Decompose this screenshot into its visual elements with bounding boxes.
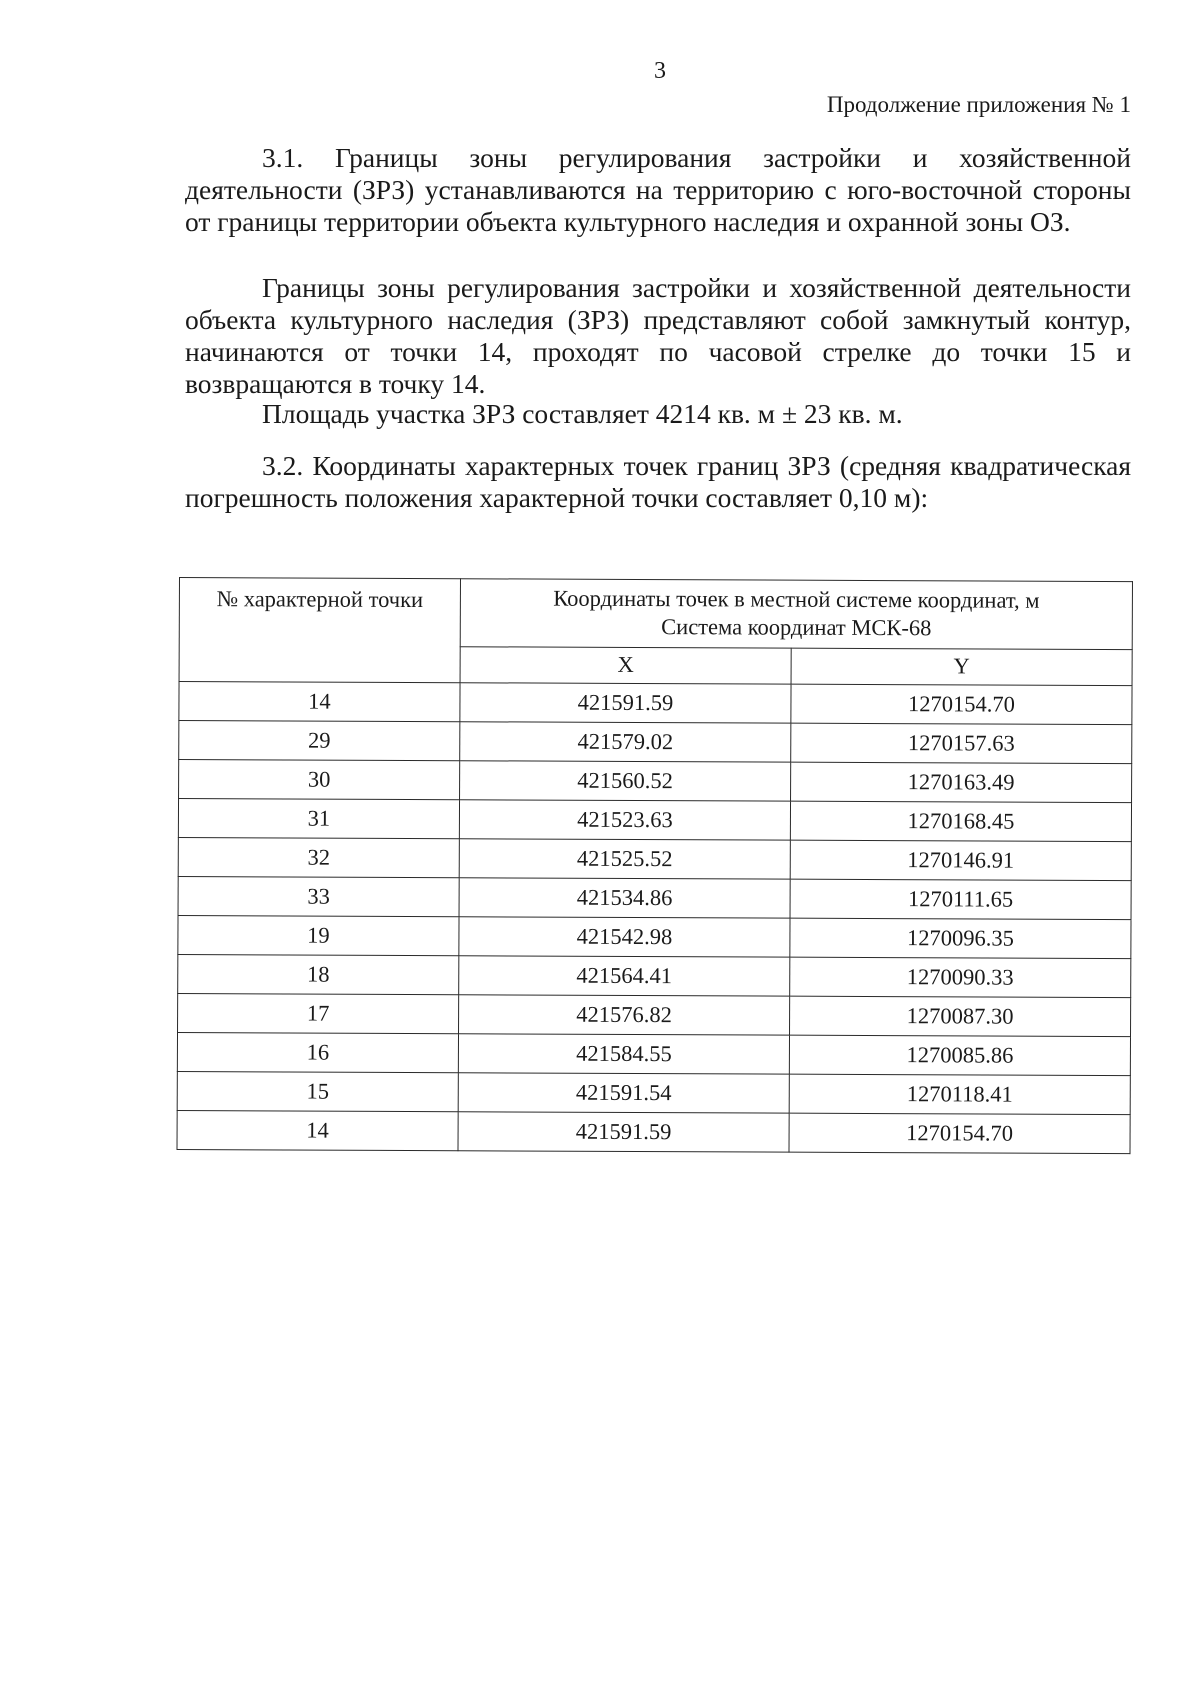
cell-x: 421560.52 [460, 761, 791, 801]
cell-y: 1270146.91 [790, 840, 1131, 880]
cell-x: 421591.59 [460, 683, 791, 723]
cell-point: 15 [177, 1071, 458, 1111]
cell-y: 1270085.86 [789, 1035, 1130, 1075]
cell-x: 421591.59 [458, 1112, 789, 1152]
coordinates-table [176, 577, 1132, 1154]
cell-point: 29 [179, 721, 460, 761]
cell-point: 33 [178, 876, 459, 916]
table-body [177, 682, 1132, 1154]
table-header-row [179, 578, 1132, 650]
paragraph-3-2: 3.2. Координаты характерных точек границ ЗРЗ (средняя квадратическая погрешность положения характерной точки составляет 0,10 м): [185, 450, 1131, 513]
table-row [178, 954, 1131, 997]
table-row [178, 876, 1131, 919]
table-row [179, 760, 1132, 803]
header-point-number: № характерной точки [179, 578, 460, 683]
continuation-note: Продолжение приложения № 1 [826, 92, 1131, 117]
cell-y: 1270096.35 [790, 918, 1131, 958]
header-y: Y [791, 648, 1132, 686]
table-row [179, 682, 1132, 725]
page-number: 3 [654, 58, 666, 84]
cell-point: 14 [177, 1110, 458, 1150]
cell-point: 30 [179, 760, 460, 800]
cell-point: 17 [178, 993, 459, 1033]
cell-x: 421542.98 [459, 917, 790, 957]
table-row [178, 837, 1131, 880]
cell-x: 421576.82 [459, 995, 790, 1035]
header-coordinates-line1: Координаты точек в местной системе координат, м [553, 585, 1040, 614]
cell-y: 1270168.45 [790, 801, 1131, 841]
header-coordinates-line2: Система координат МСК-68 [661, 614, 932, 641]
paragraph-area: Площадь участка ЗРЗ составляет 4214 кв. м ± 23 кв. м. [262, 398, 903, 429]
cell-x: 421564.41 [459, 956, 790, 996]
table-row [177, 1071, 1130, 1114]
cell-x: 421523.63 [459, 800, 790, 840]
cell-y: 1270090.33 [790, 957, 1131, 997]
cell-y: 1270111.65 [790, 879, 1131, 919]
table-row [178, 799, 1131, 842]
cell-y: 1270118.41 [789, 1074, 1130, 1114]
cell-point: 14 [179, 682, 460, 722]
paragraph-boundary-description: Границы зоны регулирования застройки и хозяйственной деятельности объекта культурного наследия (ЗРЗ) представляют собой замкнутый контур, начинаются от точки 14, проходят по часовой стрелке до точки 15 и возвращаются в точку 14. [185, 272, 1131, 399]
paragraph-3-1: 3.1. Границы зоны регулирования застройки и хозяйственной деятельности (ЗРЗ) устанавливаются на территорию с юго-восточной стороны от границы территории объекта культурного наследия и охранной зоны ОЗ. [185, 142, 1131, 237]
cell-y: 1270163.49 [791, 762, 1132, 802]
table-row [178, 915, 1131, 958]
cell-point: 19 [178, 915, 459, 955]
cell-x: 421591.54 [458, 1073, 789, 1113]
table-row [177, 1032, 1130, 1075]
cell-x: 421534.86 [459, 878, 790, 918]
table-row [177, 1110, 1130, 1153]
table-row [178, 993, 1131, 1036]
cell-y: 1270154.70 [791, 684, 1132, 724]
cell-y: 1270157.63 [791, 723, 1132, 763]
cell-y: 1270087.30 [790, 996, 1131, 1036]
header-x: X [460, 646, 791, 684]
header-coordinates [460, 579, 1132, 650]
cell-y: 1270154.70 [789, 1113, 1130, 1153]
cell-point: 32 [178, 837, 459, 877]
cell-x: 421584.55 [458, 1034, 789, 1074]
cell-x: 421525.52 [459, 839, 790, 879]
cell-x: 421579.02 [460, 722, 791, 762]
cell-point: 31 [178, 799, 459, 839]
table-row [179, 721, 1132, 764]
cell-point: 18 [178, 954, 459, 994]
cell-point: 16 [177, 1032, 458, 1072]
